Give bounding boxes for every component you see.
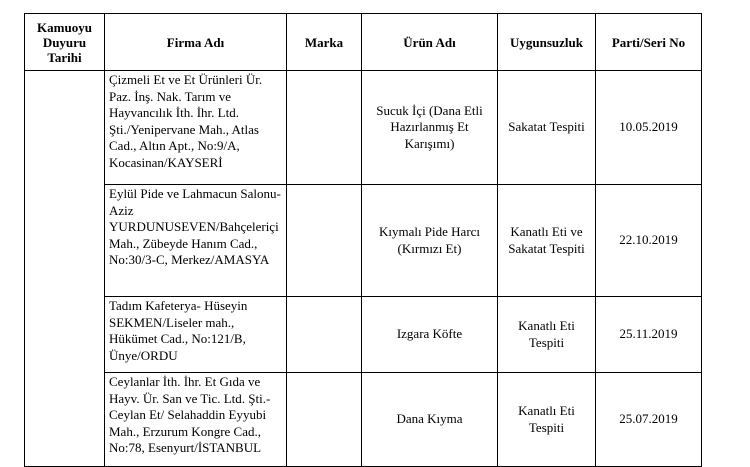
urun-line: Sucuk İçi (Dana Etli [376, 102, 483, 118]
table-row [25, 297, 702, 373]
marka-cell [287, 71, 362, 185]
firma-line: Eylül Pide ve Lahmacun Salonu- [109, 186, 281, 201]
firma-line: Mah., Zübeyde Hanım Cad., [109, 235, 258, 251]
header-kamuoyu-line: Duyuru [42, 34, 87, 50]
marka-cell [287, 297, 362, 373]
urun-line: Kıymalı Pide Harcı [378, 224, 481, 239]
uygunsuzluk-line: Sakatat Tespiti [508, 119, 585, 135]
urun-cell [362, 373, 498, 467]
header-parti-seri-no: Parti/Seri No [596, 14, 702, 71]
uygunsuzluk-cell [498, 297, 596, 373]
uygunsuzluk-line: Kanatlı Eti [518, 318, 575, 333]
urun-line: Dana Kıyma [396, 411, 463, 427]
firma-line: Paz. İnş. Nak. Tarım ve [109, 88, 231, 104]
firma-line: YURDUNUSEVEN/Bahçeleriçi [109, 219, 279, 234]
firma-line: Hükümet Cad., No:121/B, [109, 331, 246, 346]
urun-cell [362, 71, 498, 185]
header-kamuoyu-line: Tarihi [47, 49, 82, 65]
firma-line: Hayvancılık İth. İhr. Ltd. [109, 105, 239, 120]
urun-line: Izgara Köfte [396, 326, 463, 342]
header-kamuoyu-line: Kamuoyu [37, 19, 92, 35]
firma-line: Tadım Kafeterya- Hüseyin [109, 298, 248, 313]
firma-line: Mah., Erzurum Kongre Cad., [109, 423, 261, 439]
firma-line: No:30/3-C, Merkez/AMASYA [109, 252, 270, 267]
header-kamuoyu-duyuru-tarihi [25, 14, 105, 71]
uygunsuzluk-cell [498, 71, 596, 185]
firma-cell [105, 185, 287, 297]
uygunsuzluk-line: Tespiti [528, 419, 565, 435]
uygunsuzluk-line: Sakatat Tespiti [508, 240, 585, 256]
firma-cell [105, 71, 287, 185]
firma-line: Kocasinan/KAYSERİ [109, 154, 223, 170]
table-row [25, 71, 702, 185]
urun-line: (Kırmızı Et) [397, 240, 462, 256]
uygunsuzluk-line: Kanatlı Eti [518, 403, 575, 418]
uygunsuzluk-cell [498, 373, 596, 467]
header-urun-adi: Ürün Adı [362, 14, 498, 71]
firma-line: Şti./Yenipervane Mah., Atlas [109, 121, 259, 137]
uygunsuzluk-line: Kanatlı Eti ve [510, 224, 583, 239]
recall-table [24, 13, 702, 467]
header-firma-adi: Firma Adı [105, 14, 287, 71]
urun-cell [362, 297, 498, 373]
firma-line: Ceylan Et/ Selahaddin Eyyubi [109, 407, 267, 422]
kamuoyu-duyuru-tarihi-cell [25, 71, 105, 467]
firma-line: No:78, Esenyurt/İSTANBUL [109, 440, 262, 455]
firma-line: Aziz [109, 202, 134, 218]
firma-line: Ceylanlar İth. İhr. Et Gıda ve [109, 374, 261, 389]
firma-line: Hayv. Ür. San ve Tic. Ltd. Şti.- [109, 390, 271, 406]
urun-cell [362, 185, 498, 297]
header-row [25, 14, 702, 71]
parti-cell: 10.05.2019 [596, 71, 702, 185]
uygunsuzluk-line: Tespiti [528, 334, 565, 350]
header-uygunsuzluk: Uygunsuzluk [498, 14, 596, 71]
table-row [25, 373, 702, 467]
firma-line: Ünye/ORDU [109, 347, 178, 363]
firma-line: SEKMEN/Liseler mah., [109, 314, 235, 330]
firma-line: Cad., Altın Apt., No:9/A, [109, 138, 240, 153]
firma-line: Çizmeli Et ve Et Ürünleri Ür. [109, 72, 263, 87]
recall-table-container [24, 13, 702, 467]
table-row [25, 185, 702, 297]
parti-cell: 22.10.2019 [596, 185, 702, 297]
firma-cell [105, 373, 287, 467]
marka-cell [287, 185, 362, 297]
parti-cell: 25.11.2019 [596, 297, 702, 373]
header-marka: Marka [287, 14, 362, 71]
marka-cell [287, 373, 362, 467]
firma-cell [105, 297, 287, 373]
urun-line: Hazırlanmış Et Karışımı) [390, 119, 469, 151]
parti-cell: 25.07.2019 [596, 373, 702, 467]
uygunsuzluk-cell [498, 185, 596, 297]
